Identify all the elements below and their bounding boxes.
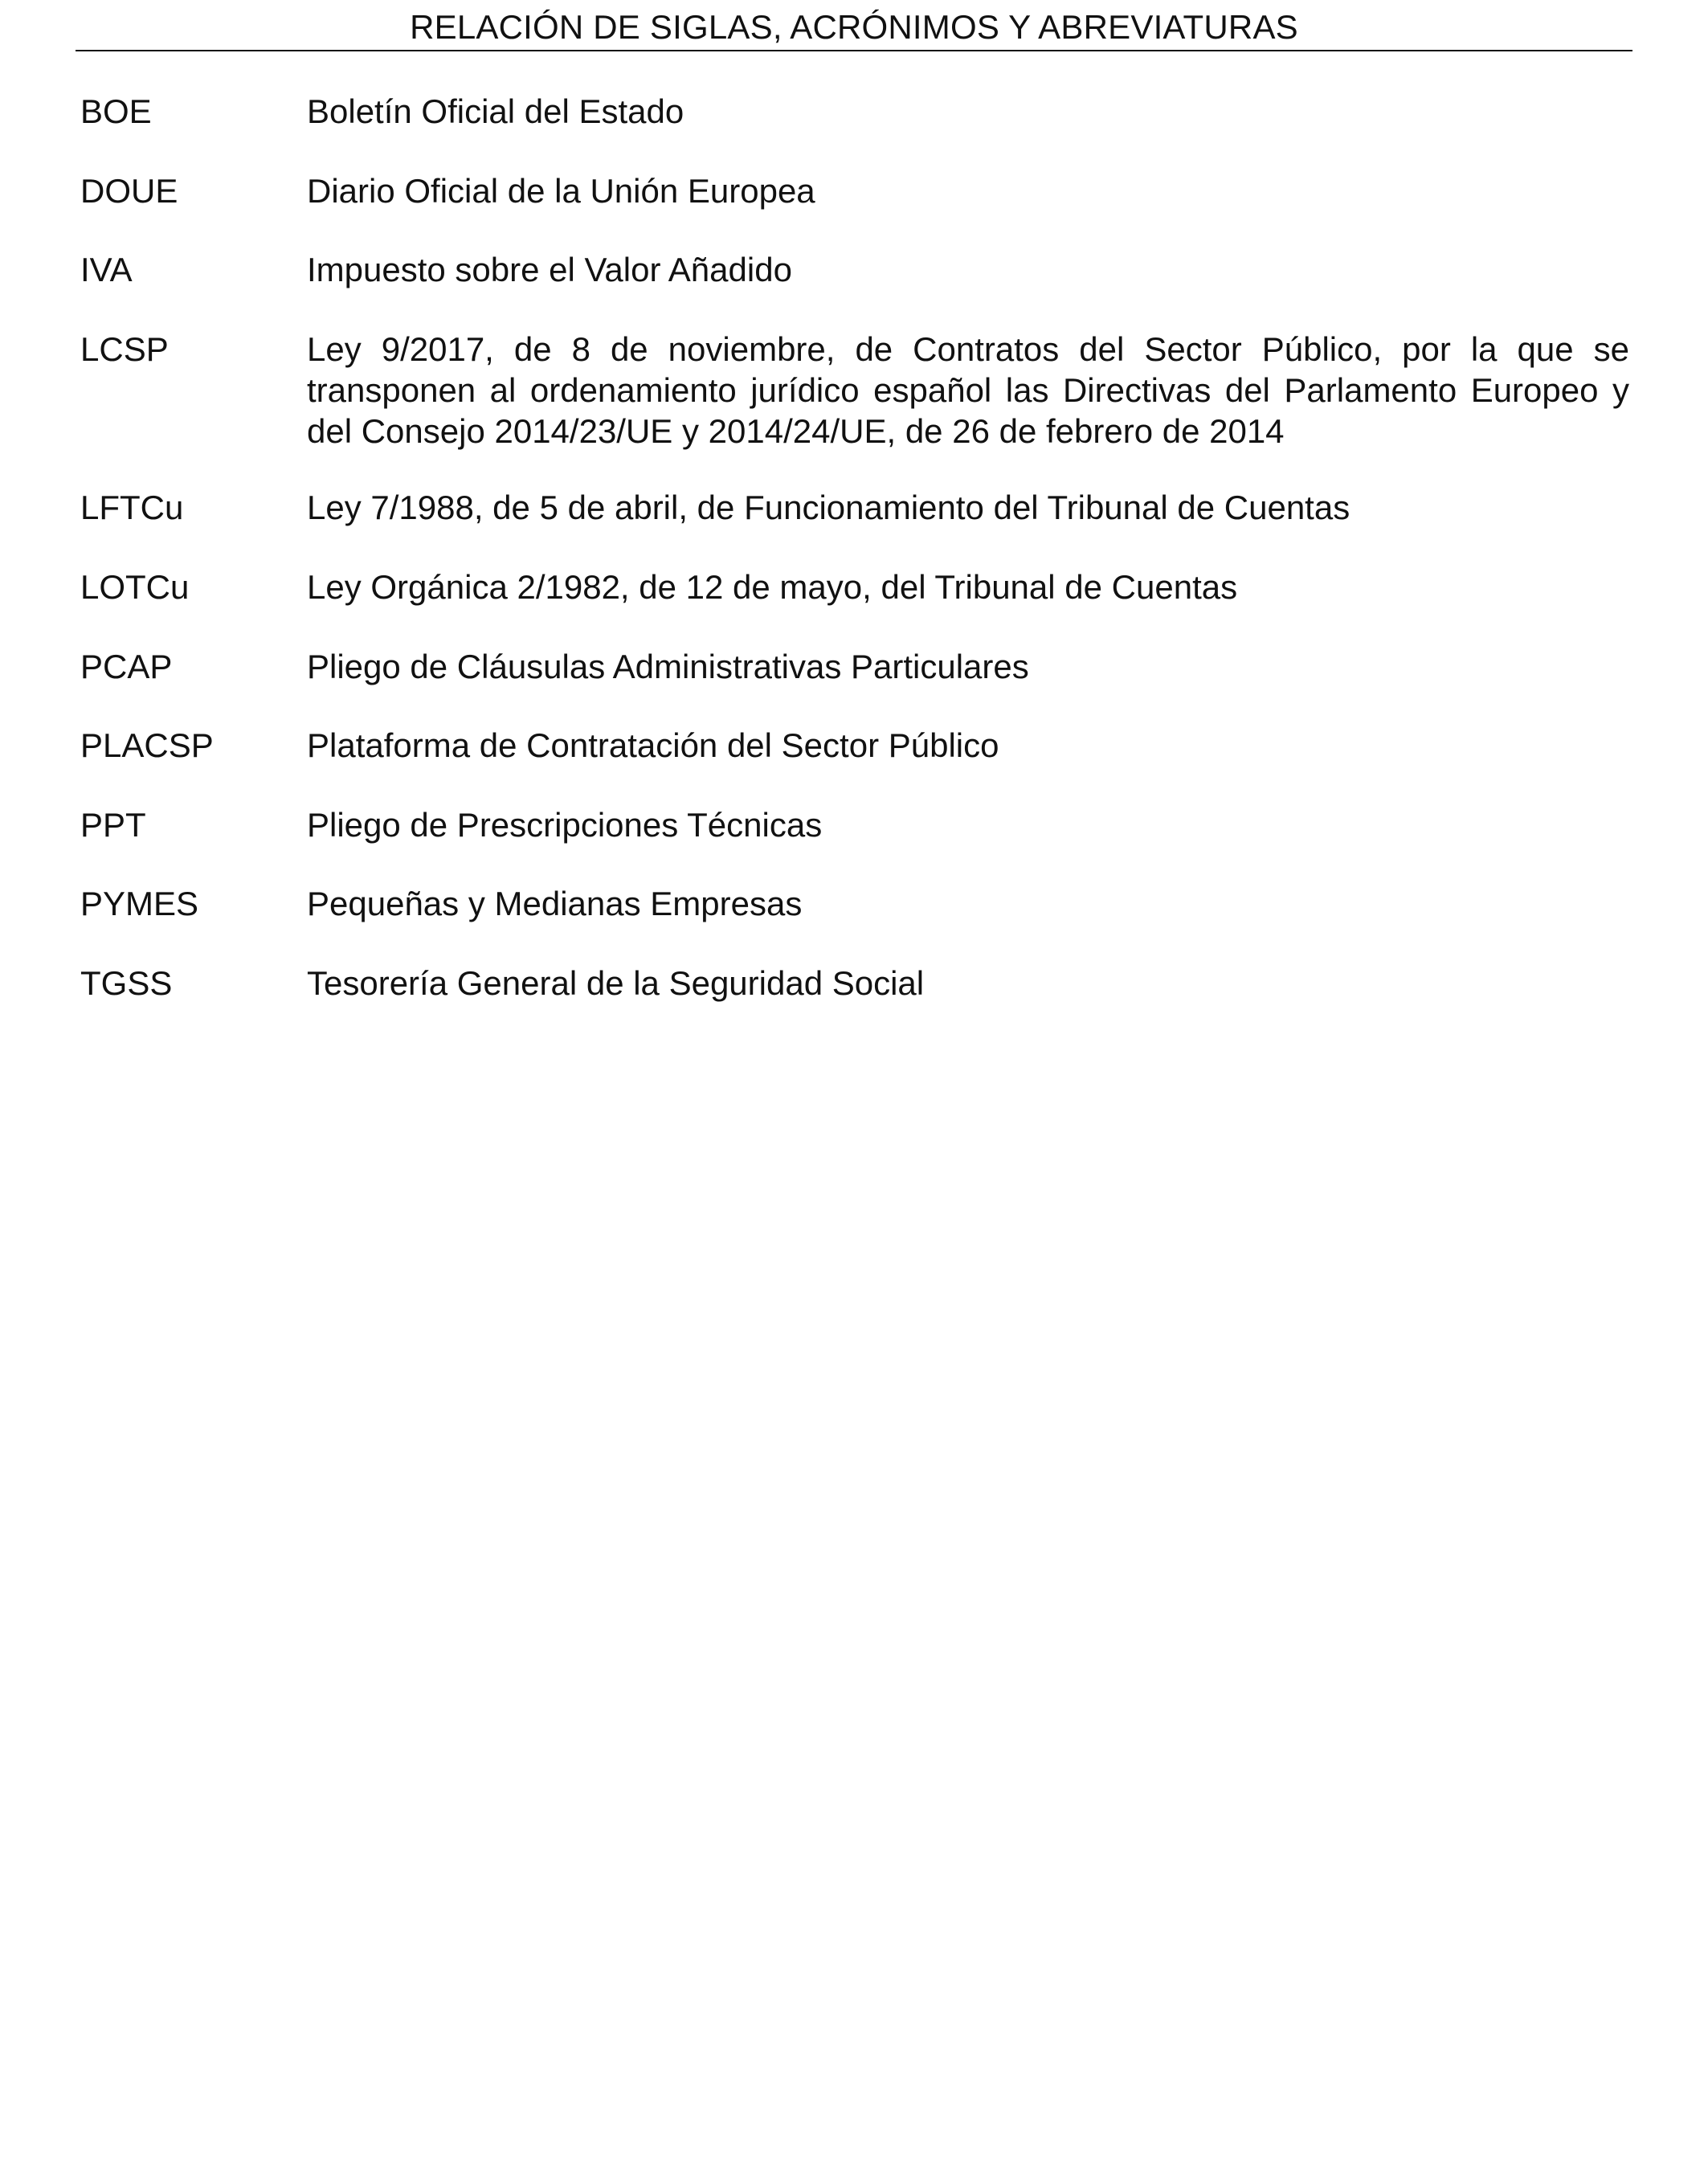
acronym: BOE (80, 92, 152, 130)
definition: Ley 7/1988, de 5 de abril, de Funcionamiento del Tribunal de Cuentas (307, 489, 1350, 526)
acronym: DOUE (80, 172, 178, 210)
acronym: TGSS (80, 964, 173, 1002)
definition: Pequeñas y Medianas Empresas (307, 885, 803, 922)
definition: Pliego de Prescripciones Técnicas (307, 806, 823, 844)
definition: Impuesto sobre el Valor Añadido (307, 251, 792, 288)
title-underline (76, 50, 1632, 51)
acronym: LFTCu (80, 489, 184, 526)
definition: Ley Orgánica 2/1982, de 12 de mayo, del Tribunal de Cuentas (307, 568, 1238, 606)
definition: Ley 9/2017, de 8 de noviembre, de Contratos del Sector Público, por la que se transponen al ordenamiento jurídico español las Directivas del Parlamento Europeo y del Consejo 2014/23/UE y 2014/24/UE, de 26 de febrero de 2014 (307, 330, 1629, 450)
definition: Boletín Oficial del Estado (307, 92, 684, 130)
definition: Tesorería General de la Seguridad Social (307, 964, 925, 1002)
definition: Pliego de Cláusulas Administrativas Particulares (307, 648, 1029, 685)
page-title: RELACIÓN DE SIGLAS, ACRÓNIMOS Y ABREVIATURAS (410, 8, 1298, 46)
acronym: PPT (80, 806, 146, 844)
acronym: PLACSP (80, 726, 214, 764)
acronym: IVA (80, 251, 133, 288)
acronym: LOTCu (80, 568, 190, 606)
acronym: PYMES (80, 885, 199, 922)
acronym: PCAP (80, 648, 173, 685)
definition: Diario Oficial de la Unión Europea (307, 172, 815, 210)
definition: Plataforma de Contratación del Sector Público (307, 726, 999, 764)
acronym: LCSP (80, 330, 169, 368)
